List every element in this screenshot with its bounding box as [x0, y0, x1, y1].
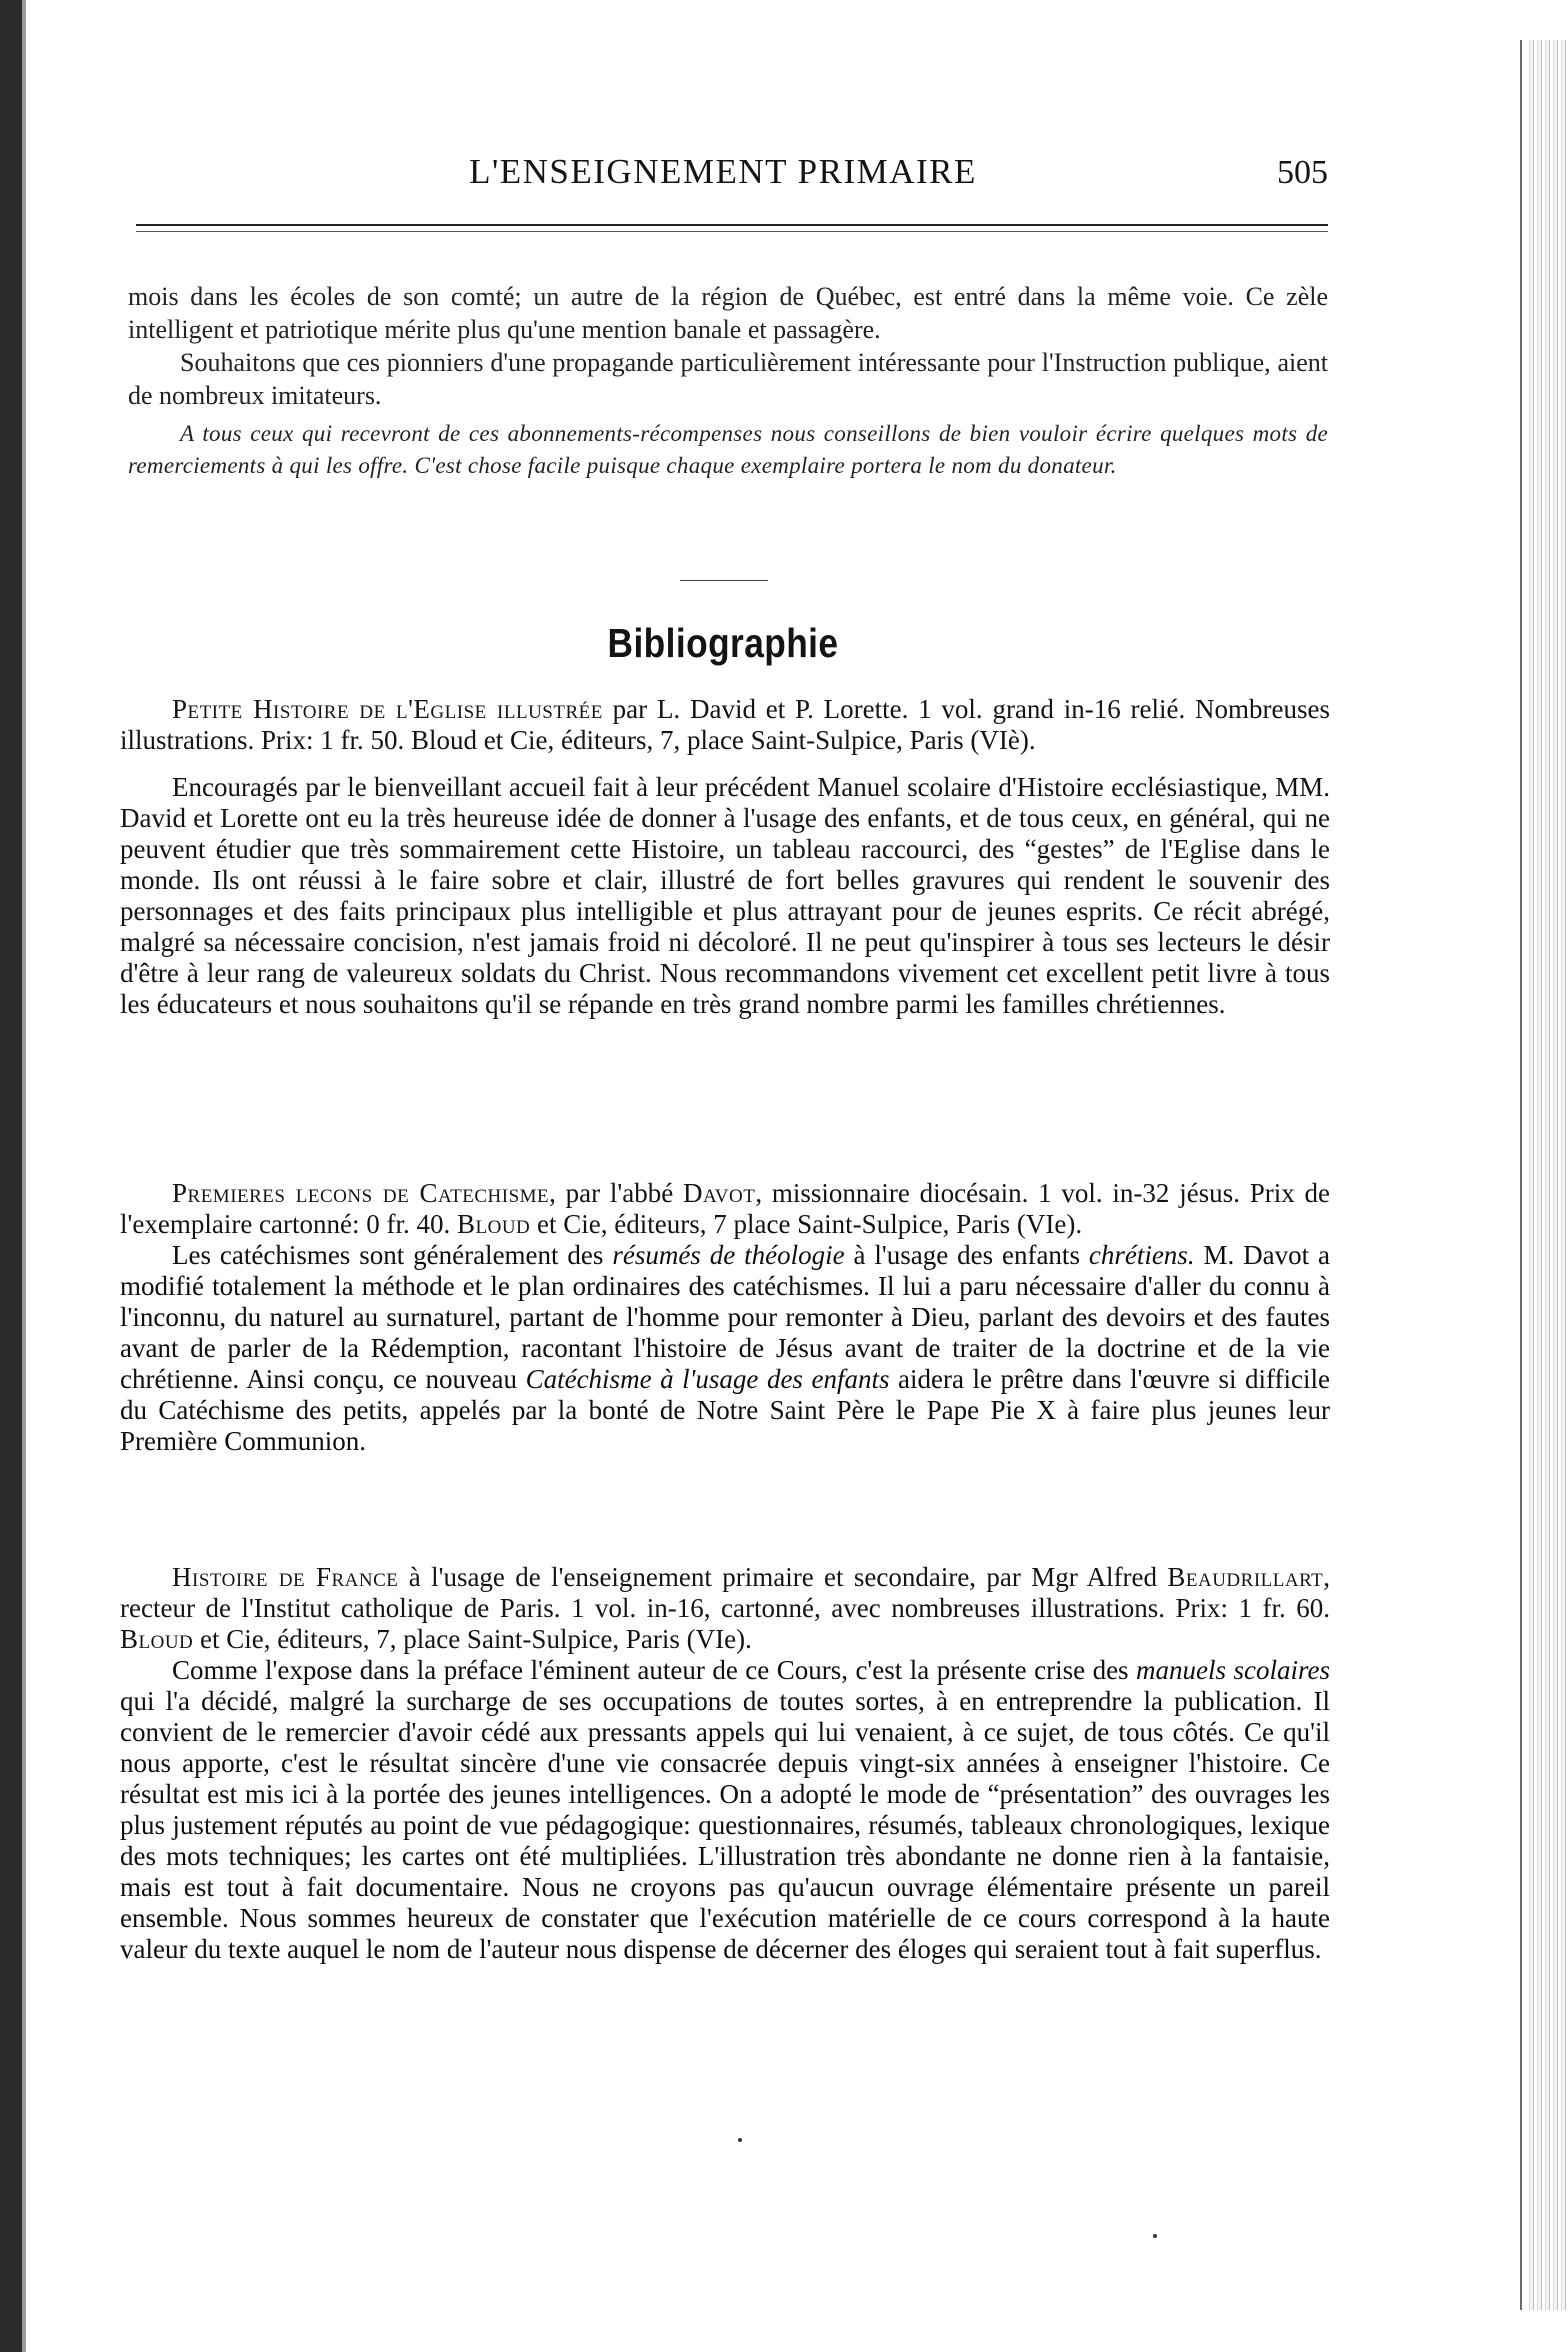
review-catechisme	[120, 1178, 1330, 1457]
review-body: Encouragés par le bienveillant accueil fait à leur précédent Manuel scolaire d'Histoire ecclésiastique, MM. David et Lorette ont eu la très heureuse idée de donner à l'usage des enfants, et de tous ceux, en général, qui ne peuvent étudier que très sommairement cette Histoire, un tableau raccourci, des “gestes” de l'Eglise dans le monde. Ils ont réussi à le faire sobre et clair, illustré de fort belles gravures qui rendent le souvenir des personnages et des faits principaux plus intelligible et plus attrayant pour de jeunes esprits. Ce récit abrégé, malgré sa nécessaire concision, n'est jamais froid ni décoloré. Il ne peut qu'inspirer à tous ses lecteurs le désir d'être à leur rang de valeureux soldats du Christ. Nous recommandons vivement cet excellent petit livre à tous les éducateurs et nous souhaitons qu'il se répande en très grand nombre parmi les familles chrétiennes.	[120, 772, 1330, 1019]
scan-page-edges	[1526, 40, 1568, 2310]
review-citation	[120, 1562, 1330, 1655]
review-citation	[120, 1178, 1330, 1240]
publisher-name: Bloud	[457, 1209, 531, 1239]
book-title: Petite Histoire de l'Eglise illustrée	[172, 694, 603, 724]
citation-details: , missionnaire diocésain. 1 vol. in-32 jésus. Prix de l'exemplaire cartonné: 0 fr. 40.	[120, 1178, 1330, 1239]
section-title: Bibliographie	[607, 620, 839, 666]
body-italic: Catéchisme à l'usage des enfants	[525, 1364, 890, 1394]
review-histoire-de-france	[120, 1562, 1330, 1965]
spacer	[120, 756, 1330, 772]
citation-text: à l'usage de l'enseignement primaire et secondaire, par Mgr Alfred	[398, 1562, 1168, 1592]
page-number: 505	[1277, 154, 1328, 191]
running-head	[118, 148, 1328, 208]
citation-details: , recteur de l'Institut catholique de Paris. 1 vol. in-16, cartonné, avec nombreuses illustrations. Prix: 1 fr. 60.	[120, 1562, 1330, 1623]
citation-text: , par l'abbé	[549, 1178, 684, 1208]
intro-continuation	[128, 280, 1328, 482]
body-text: qui l'a décidé, malgré la surcharge de ses occupations de toutes sortes, à en entreprendre la publication. Il convient de le remercier d'avoir cédé aux pressants appels qui lui venaient, à ce sujet, de tous côtés. Ce qu'il nous apporte, c'est le résultat sincère d'une vie consacrée depuis vingt-six années à enseigner l'histoire. Ce résultat est mis ici à la portée des jeunes intelligences. On a adopté le mode de “présentation” des ouvrages les plus justement réputés au point de vue pédagogique: questionnaires, résumés, tableaux chronologiques, lexique des mots techniques; les cartes ont été multipliées. L'illustration très abondante ne donne rien à la fantaisie, mais est tout à fait documentaire. Nous ne croyons pas qu'aucun ouvrage élémentaire présente un pareil ensemble. Nous sommes heureux de constater que l'exécution matérielle de ce cours correspond à la haute valeur du texte auquel le nom de l'auteur nous dispense de décerner des éloges qui seraient tout à fait superflus.	[120, 1686, 1330, 1964]
review-body	[120, 1240, 1330, 1457]
author-name: Beaudrillart	[1167, 1562, 1324, 1592]
book-title: Histoire de France	[172, 1562, 399, 1592]
author-name: Davot	[683, 1178, 756, 1208]
scan-binding-edge	[0, 0, 22, 2352]
citation-end: et Cie, éditeurs, 7 place Saint-Sulpice, Paris (VIe).	[530, 1209, 1083, 1239]
scan-speck	[1153, 2234, 1157, 2238]
running-title: L'ENSEIGNEMENT PRIMAIRE	[469, 152, 977, 191]
body-text: M. Davot a modifié totalement la méthode et le plan ordinaires des catéchismes. Il lui a paru nécessaire d'aller du connu à l'inconnu, du naturel au surnaturel, partant de l'homme pour remonter à Dieu, parlant des devoirs et des fautes avant de parler de la Rédemption, racontant l'histoire de Jésus avant de traiter de la doctrine et de la vie chrétienne. Ainsi conçu, ce nouveau	[120, 1240, 1330, 1394]
intro-line-1: mois dans les écoles de son comté; un autre de la région de Québec, est entré dans la même voie.	[128, 282, 1234, 311]
body-text: aidera le prêtre dans l'œuvre si difficile du Catéchisme des petits, appelés par la bonté de Notre Saint Père le Pape Pie X à faire plus jeunes leur Première Communion.	[120, 1364, 1330, 1456]
review-citation	[120, 694, 1330, 756]
section-separator	[680, 580, 768, 581]
citation-end: et Cie, éditeurs, 7, place Saint-Sulpice, Paris (VIe).	[193, 1624, 752, 1654]
intro-line-2: Ce zèle intelligent et patriotique mérite plus qu'une mention banale et passagère.	[128, 282, 1328, 344]
body-text: Comme l'expose dans la préface l'éminent auteur de ce Cours, c'est la présente crise des	[172, 1655, 1137, 1685]
body-text: Les catéchismes sont généralement des	[172, 1240, 613, 1270]
body-text: à l'usage des enfants	[844, 1240, 1089, 1270]
citation-details: par L. David et P. Lorette. 1 vol. grand in-16 relié. Nombreuses illustrations. Prix: 1 fr. 50. Bloud et Cie, éditeurs, 7, place Saint-Sulpice, Paris (VIè).	[120, 694, 1330, 755]
body-italic: résumés de théologie	[612, 1240, 845, 1270]
book-title: Premieres lecons de Catechisme	[172, 1178, 550, 1208]
intro-italic-note: A tous ceux qui recevront de ces abonnements-récompenses nous conseillons de bien vouloir écrire quelques mots de remerciements à qui les offre. C'est chose facile puisque chaque exemplaire portera le nom du donateur.	[128, 421, 1328, 478]
scan-speck	[738, 2138, 742, 2142]
header-double-rule	[136, 224, 1328, 226]
intro-paragraph-1	[128, 280, 1328, 346]
review-petite-histoire	[120, 694, 1330, 1020]
review-body	[120, 1655, 1330, 1965]
book-page	[118, 0, 1328, 2352]
publisher-name: Bloud	[120, 1624, 194, 1654]
body-italic: manuels scolaires	[1136, 1655, 1330, 1685]
body-italic: chrétiens.	[1088, 1240, 1195, 1270]
intro-paragraph-2: Souhaitons que ces pionniers d'une propagande particulièrement intéressante pour l'Instruction publique, aient de nombreux imitateurs.	[128, 348, 1328, 410]
